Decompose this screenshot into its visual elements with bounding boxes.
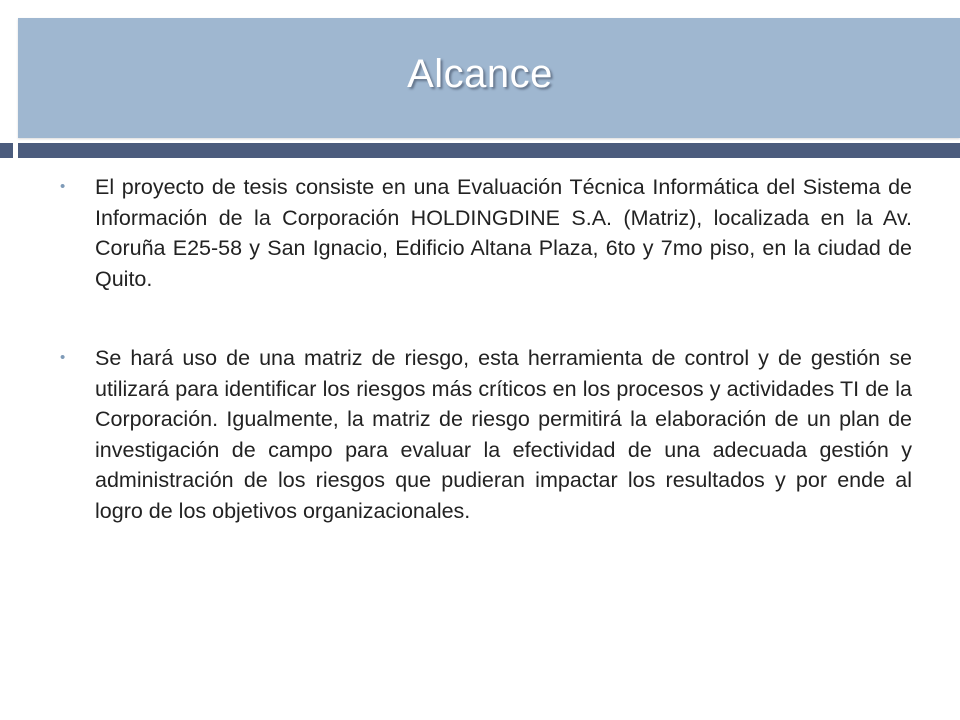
- slide-title: Alcance: [407, 52, 553, 96]
- bullet-item: [60, 343, 912, 526]
- bullet-list: [60, 172, 912, 526]
- bullet-item: [60, 172, 912, 294]
- title-rule-left-accent: [0, 143, 13, 158]
- bullet-icon: •: [60, 349, 66, 366]
- bullet-text: Se hará uso de una matriz de riesgo, esta herramienta de control y de gestión se utilizará para identificar los riesgos más críticos en los procesos y actividades TI de la Corporación. Igualmente, la matriz de riesgo permitirá la elaboración de un plan de investigación de campo para evaluar la efectividad de una adecuada gestión y administración de los riesgos que pudieran impactar los resultados y por ende al logro de los objetivos organizacionales.: [95, 346, 912, 523]
- title-rule: [18, 143, 960, 158]
- bullet-icon: •: [60, 178, 66, 195]
- bullet-text: El proyecto de tesis consiste en una Evaluación Técnica Informática del Sistema de Información de la Corporación HOLDINGDINE S.A. (Matriz), localizada en la Av. Coruña E25-58 y San Ignacio, Edificio Altana Plaza, 6to y 7mo piso, en la ciudad de Quito.: [95, 175, 912, 291]
